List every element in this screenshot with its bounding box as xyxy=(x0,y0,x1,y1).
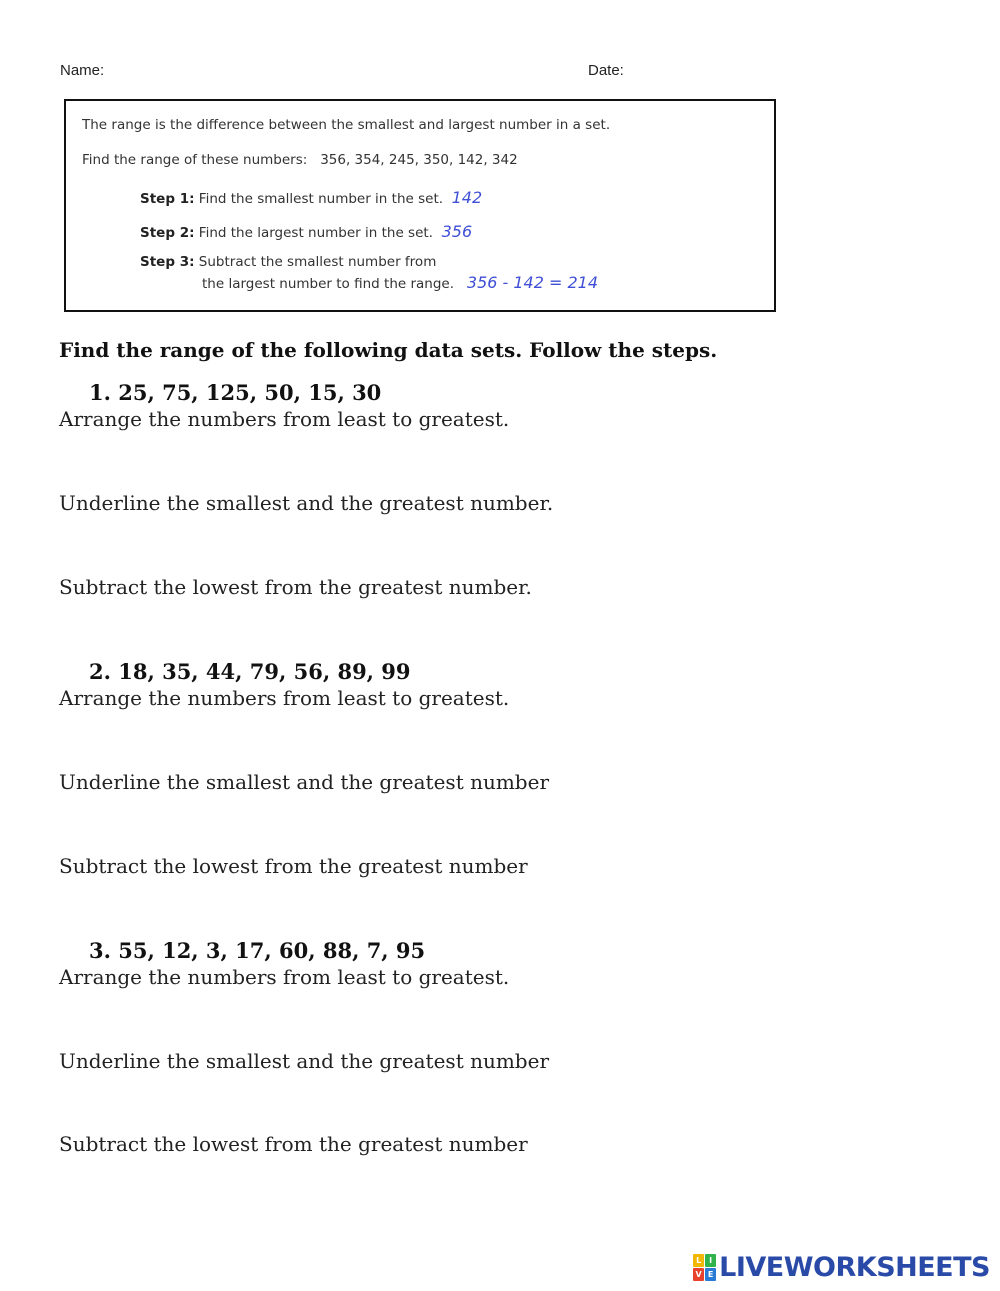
step-3-text: Subtract the smallest number from xyxy=(198,254,437,270)
problem-3-step-arrange: Arrange the numbers from least to greatest. xyxy=(59,965,510,989)
instructions-heading: Find the range of the following data sets. Follow the steps. xyxy=(59,338,718,362)
problem-1-title: 1. 25, 75, 125, 50, 15, 30 xyxy=(89,380,382,405)
problem-2-step-underline: Underline the smallest and the greatest number xyxy=(59,770,550,794)
step-2-label: Step 2: xyxy=(140,225,195,241)
logo-mark-l: L xyxy=(693,1254,704,1267)
problem-3-step-underline: Underline the smallest and the greatest number xyxy=(59,1049,550,1073)
problem-3-title: 3. 55, 12, 3, 17, 60, 88, 7, 95 xyxy=(89,938,426,963)
example-step-1 xyxy=(140,188,482,207)
logo-mark-e: E xyxy=(705,1268,716,1281)
step-2-text: Find the largest number in the set. xyxy=(198,225,433,241)
step-1-label: Step 1: xyxy=(140,191,195,207)
problem-1-step-arrange: Arrange the numbers from least to greatest. xyxy=(59,407,510,431)
logo-mark-icon xyxy=(693,1254,716,1281)
name-label: Name: xyxy=(60,62,105,79)
problem-2-step-subtract: Subtract the lowest from the greatest number xyxy=(59,854,528,878)
example-box xyxy=(64,99,776,312)
example-prompt xyxy=(82,152,518,168)
problem-2-step-arrange: Arrange the numbers from least to greatest. xyxy=(59,686,510,710)
problem-2-title: 2. 18, 35, 44, 79, 56, 89, 99 xyxy=(89,659,411,684)
example-prompt-text: Find the range of these numbers: xyxy=(82,152,308,168)
example-step-2 xyxy=(140,222,472,241)
logo-mark-v: V xyxy=(693,1268,704,1281)
example-step-3 xyxy=(140,254,436,270)
problem-1-step-underline: Underline the smallest and the greatest number. xyxy=(59,491,554,515)
logo-text: LIVEWORKSHEETS xyxy=(719,1252,990,1283)
step-3-answer: 356 - 142 = 214 xyxy=(466,273,599,292)
step-2-answer: 356 xyxy=(441,222,473,241)
date-label: Date: xyxy=(588,62,624,79)
example-numbers: 356, 354, 245, 350, 142, 342 xyxy=(320,152,518,168)
problem-1-step-subtract: Subtract the lowest from the greatest number. xyxy=(59,575,532,599)
step-3-label: Step 3: xyxy=(140,254,195,270)
logo-mark-i: I xyxy=(705,1254,716,1267)
problem-3-step-subtract: Subtract the lowest from the greatest number xyxy=(59,1132,528,1156)
step-1-answer: 142 xyxy=(451,188,483,207)
step-3-text2: the largest number to find the range. xyxy=(202,276,455,292)
example-step-3-cont xyxy=(202,273,598,292)
range-definition: The range is the difference between the smallest and largest number in a set. xyxy=(82,117,611,133)
step-1-text: Find the smallest number in the set. xyxy=(198,191,444,207)
liveworksheets-logo xyxy=(693,1252,990,1283)
